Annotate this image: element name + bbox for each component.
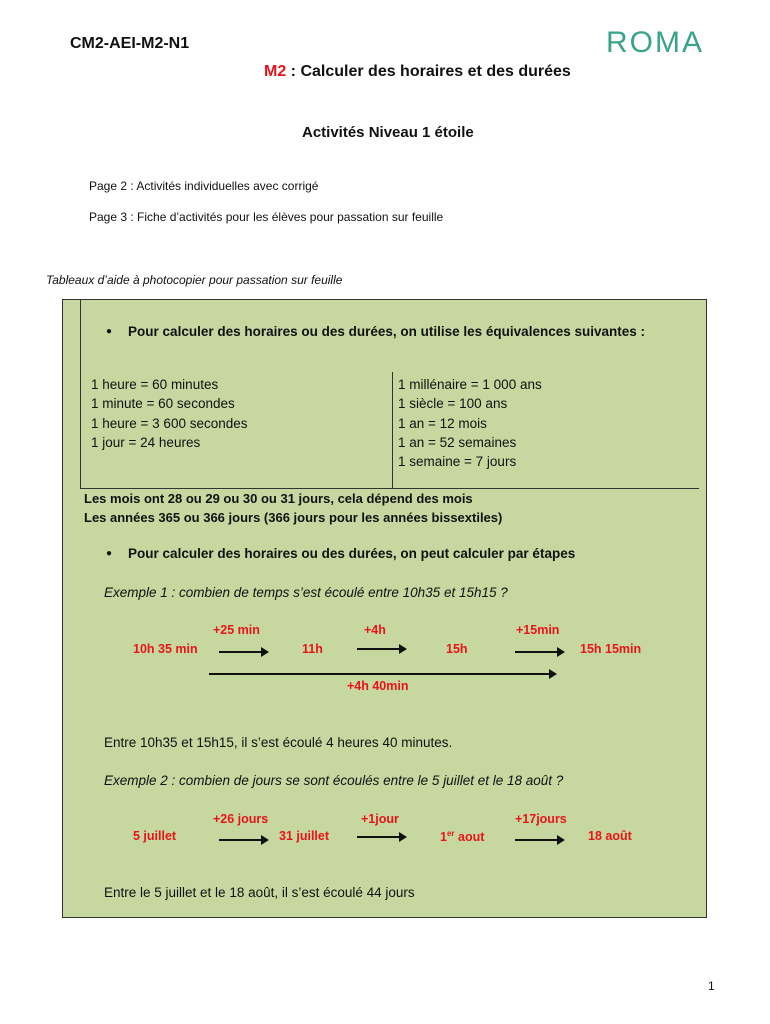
example2-question: Exemple 2 : combien de jours se sont écoulés entre le 5 juillet et le 18 août ? [104,773,564,788]
equivalence-item: 1 heure = 60 minutes [91,377,219,392]
example1-answer: Entre 10h35 et 15h15, il s’est écoulé 4 heures 40 minutes. [104,735,453,750]
page-ref-2: Page 3 : Fiche d’activités pour les élèves pour passation sur feuille [89,210,444,224]
example2-step: +17jours [515,812,567,826]
equivalence-item: 1 millénaire = 1 000 ans [398,377,542,392]
equivalence-item: 1 minute = 60 secondes [91,396,235,412]
page-number: 1 [708,979,715,993]
arrow-icon [219,839,267,841]
caption: Tableaux d’aide à photocopier pour passation sur feuille [46,273,343,287]
date-superscript: er [446,829,455,838]
bullet-steps: ● Pour calculer des horaires ou des durées, on peut calculer par étapes [106,546,575,561]
example2-point: 31 juillet [279,829,330,843]
equivalence-item: 1 jour = 24 heures [91,434,201,450]
equivalence-item: 1 heure = 3 600 secondes [91,415,248,431]
date-month: aout [454,830,485,845]
arrow-icon [219,651,267,653]
example1-step: +4h [364,623,386,637]
arrow-icon [357,648,405,650]
page-title [264,63,571,81]
arrow-icon [515,839,563,841]
years-note: Les années 365 ou 366 jours (366 jours pour les années bissextiles) [84,510,503,525]
example2-answer: Entre le 5 juillet et le 18 août, il s’est écoulé 44 jours [104,885,415,900]
arrow-icon [515,651,563,653]
example1-total: +4h 40min [347,679,409,693]
example1-point: 15h [446,642,468,656]
example2-step: +1jour [361,812,399,826]
example2-point: 5 juillet [133,829,177,843]
months-note: Les mois ont 28 ou 29 ou 30 ou 31 jours, cela dépend des mois [84,491,473,506]
example1-point: 11h [302,642,323,656]
equivalence-item: 1 semaine = 7 jours [398,454,517,470]
equivalence-divider [392,372,393,488]
page-subtitle: Activités Niveau 1 étoile [302,124,474,141]
left-equivalence-list [91,375,248,452]
document-code: CM2-AEI-M2-N1 [70,35,190,52]
logo-text: ROMA [606,26,704,59]
title-rest: : Calculer des horaires et des durées [286,63,571,80]
date-number: 1 [440,830,447,845]
example1-point: 15h 15min [580,642,642,656]
page-ref-1: Page 2 : Activités individuelles avec corrigé [89,179,319,193]
right-equivalence-list [398,375,542,471]
example2-point: 18 août [588,829,632,843]
example1-step: +25 min [213,623,260,637]
equivalence-item: 1 an = 12 mois [398,415,487,431]
title-prefix: M2 [264,63,287,80]
equivalence-bottom-line [81,488,699,489]
arrow-icon [357,836,405,838]
panel-margin-line [80,299,81,489]
equivalence-item: 1 an = 52 semaines [398,434,517,450]
example1-question: Exemple 1 : combien de temps s’est écoulé entre 10h35 et 15h15 ? [104,585,508,600]
total-arrow-icon [209,673,555,675]
example2-point [440,829,484,844]
example1-step: +15min [516,623,560,637]
equivalence-item: 1 siècle = 100 ans [398,396,508,412]
roma-logo [606,26,716,60]
example2-step: +26 jours [213,812,269,826]
bullet-equivalences: ● Pour calculer des horaires ou des durées, on utilise les équivalences suivantes : [106,324,645,339]
example1-point: 10h 35 min [133,642,198,656]
